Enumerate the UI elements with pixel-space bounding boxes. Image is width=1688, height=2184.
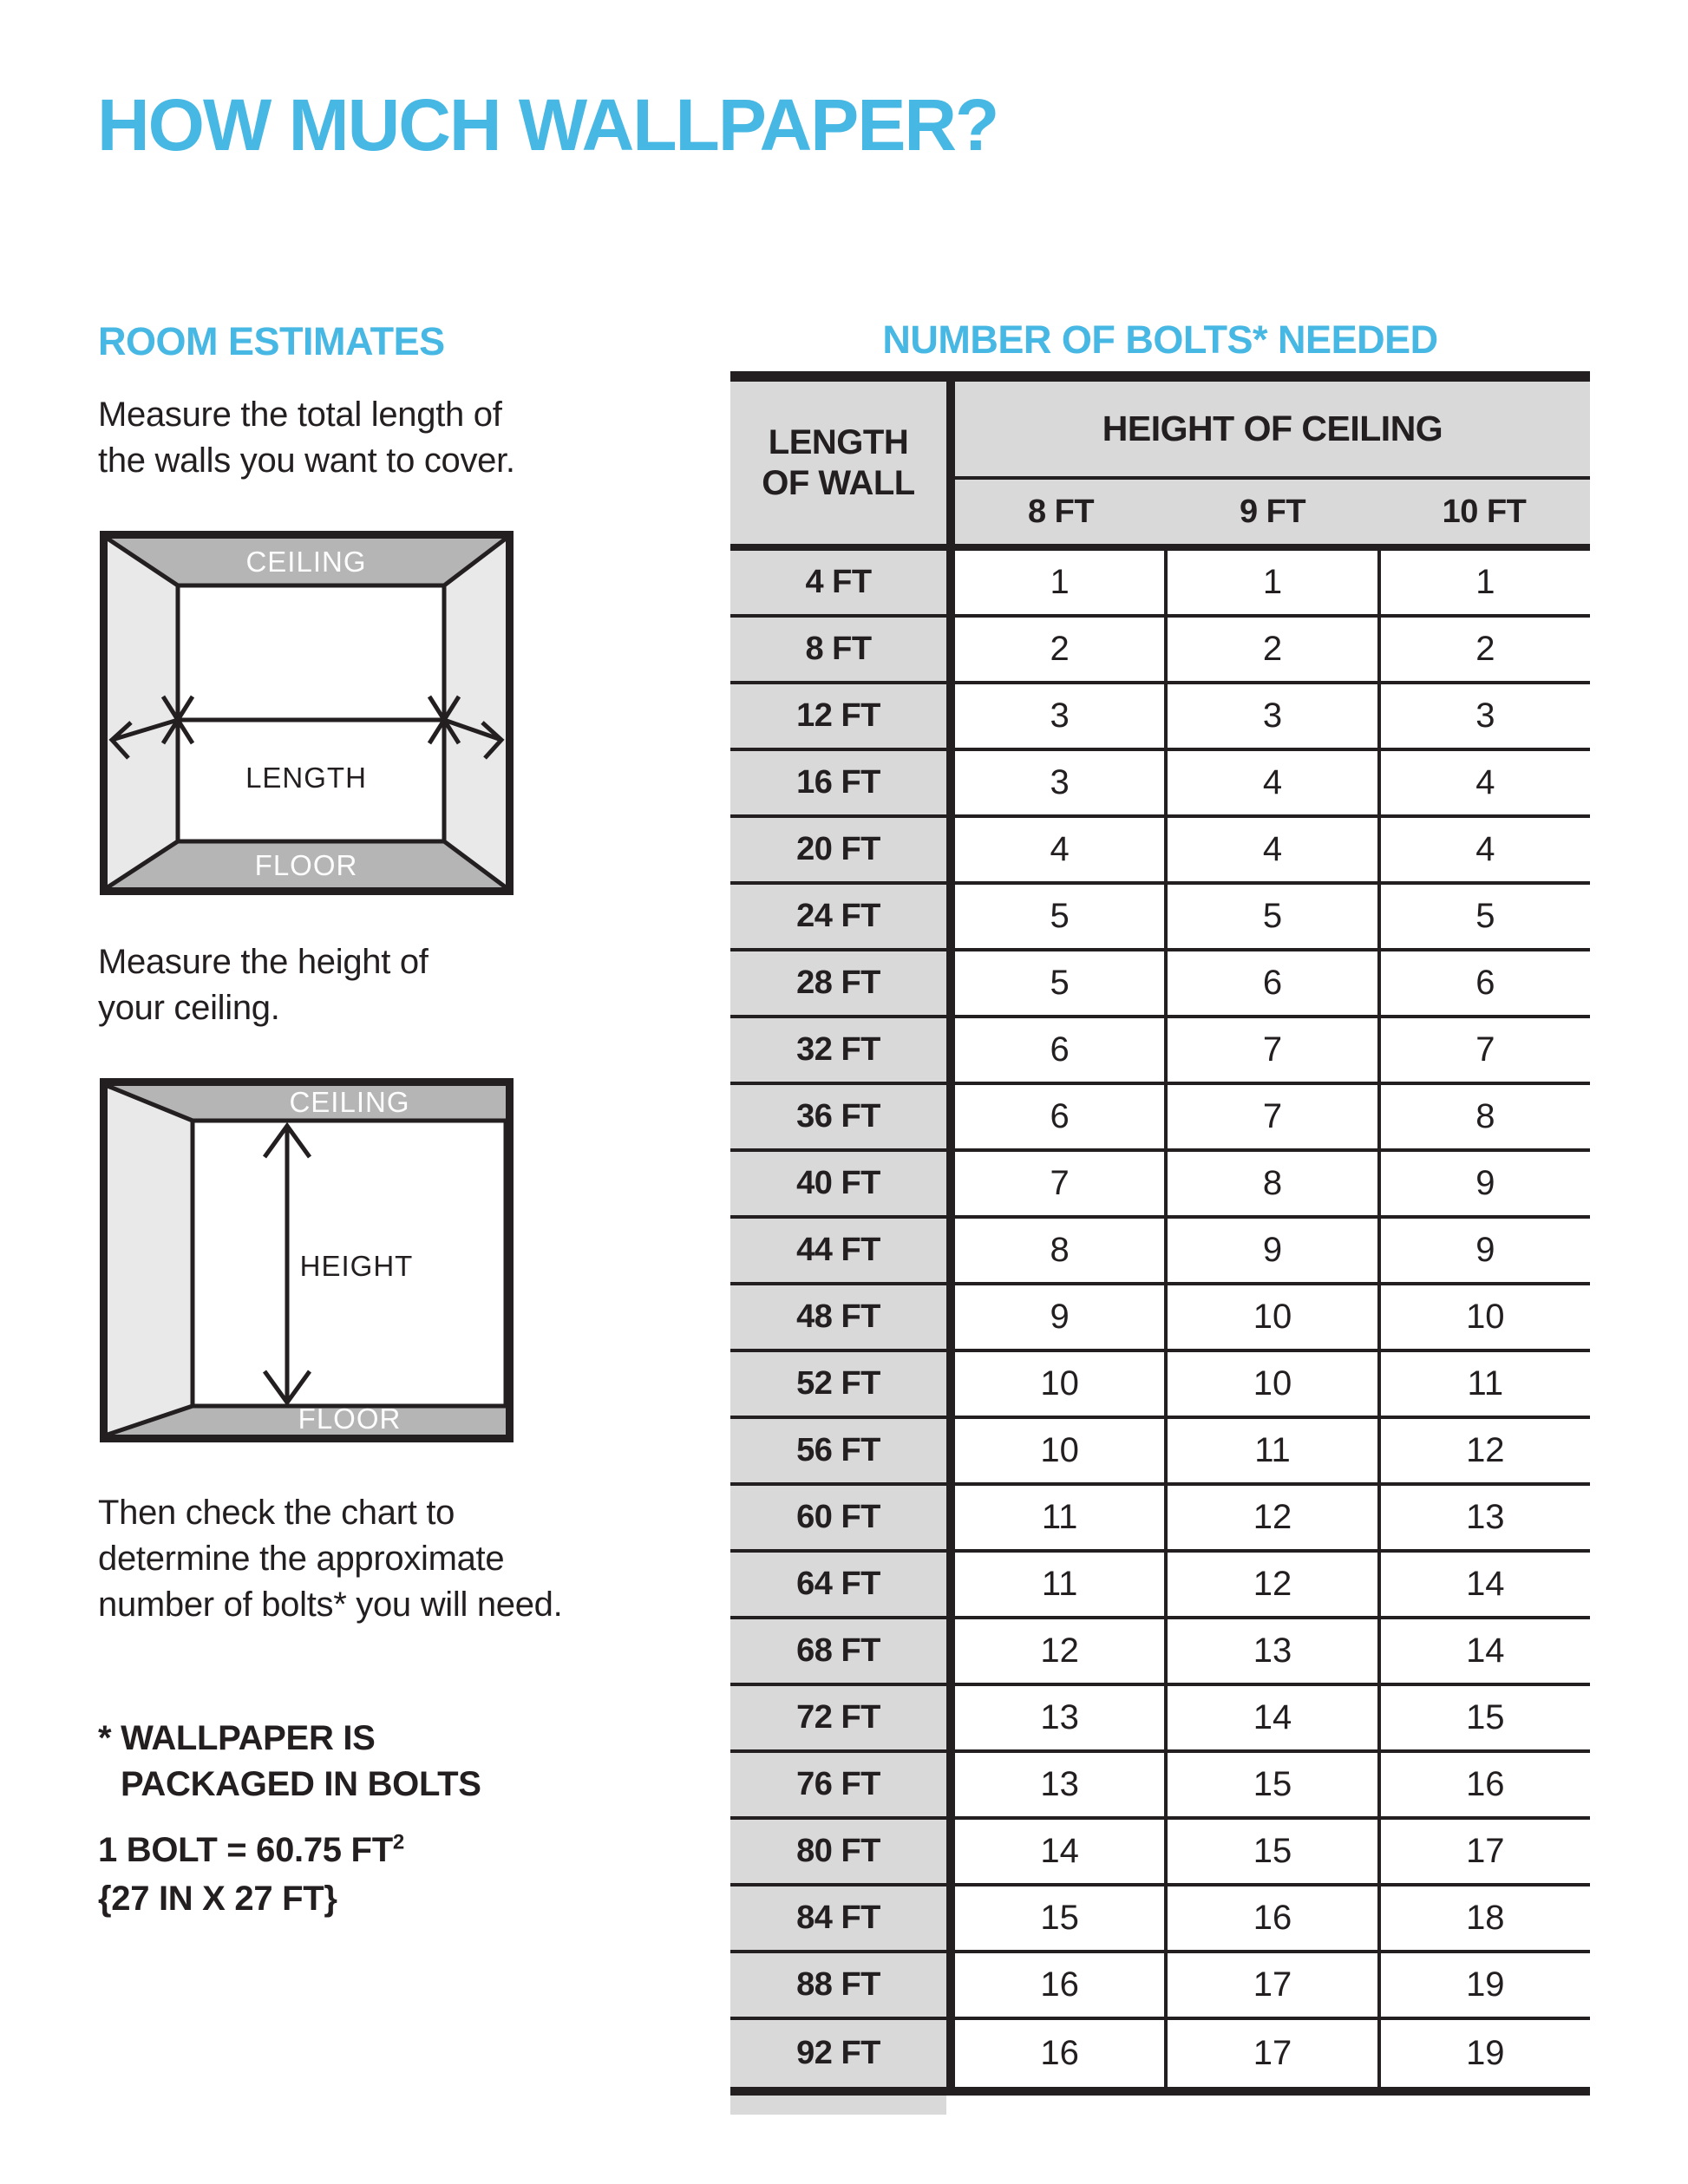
bolt-count-cell: 13 <box>955 1753 1164 1816</box>
paragraph-line: number of bolts* you will need. <box>98 1586 563 1624</box>
left-wall <box>108 1086 193 1435</box>
bolt-count-cell: 9 <box>1377 1219 1590 1282</box>
bolts-needed-heading: NUMBER OF BOLTS* NEEDED <box>882 317 1438 362</box>
wall-length-label: 44 FT <box>730 1219 946 1282</box>
column-divider <box>946 1085 955 1148</box>
table-row <box>730 951 1590 1018</box>
table-row <box>730 1886 1590 1953</box>
bolt-spec-line <box>98 1826 404 1874</box>
bolt-count-cell: 7 <box>955 1152 1164 1215</box>
footnote-line: * WALLPAPER IS <box>98 1719 376 1757</box>
bolt-count-cell: 13 <box>955 1686 1164 1749</box>
right-wall <box>444 539 506 887</box>
bolt-count-cell: 10 <box>1164 1285 1377 1349</box>
bolt-count-cell: 16 <box>1164 1886 1377 1950</box>
column-divider <box>946 1619 955 1683</box>
wall-length-label: 68 FT <box>730 1619 946 1683</box>
wall-length-label: 20 FT <box>730 818 946 881</box>
wall-length-label: 76 FT <box>730 1753 946 1816</box>
bolt-count-cell: 9 <box>1377 1152 1590 1215</box>
column-divider <box>946 2020 955 2087</box>
column-divider <box>946 1953 955 2017</box>
bolt-count-cell: 10 <box>955 1352 1164 1416</box>
table-row <box>730 1018 1590 1085</box>
ceiling-height-subheader-row <box>955 480 1590 544</box>
bolt-count-cell: 5 <box>1164 885 1377 948</box>
wall-length-label: 60 FT <box>730 1486 946 1549</box>
bolt-count-cell: 18 <box>1377 1886 1590 1950</box>
room-length-diagram-svg <box>100 531 514 895</box>
column-divider <box>946 382 955 544</box>
bolt-count-cell: 19 <box>1377 1953 1590 2017</box>
table-row <box>730 1753 1590 1820</box>
table-row <box>730 1419 1590 1486</box>
bolt-count-cell: 12 <box>1164 1486 1377 1549</box>
bolt-count-cell: 17 <box>1164 1953 1377 2017</box>
floor-label: FLOOR <box>298 1403 402 1435</box>
bolt-count-cell: 15 <box>1164 1820 1377 1883</box>
table-row <box>730 551 1590 618</box>
column-divider <box>946 684 955 748</box>
bolt-count-cell: 5 <box>1377 885 1590 948</box>
column-divider <box>946 1219 955 1282</box>
bolt-count-cell: 11 <box>1377 1352 1590 1416</box>
room-estimates-heading: ROOM ESTIMATES <box>98 319 445 363</box>
bolt-count-cell: 14 <box>1377 1553 1590 1616</box>
column-divider <box>946 1018 955 1082</box>
bolt-count-cell: 1 <box>1377 551 1590 614</box>
wall-length-label: 12 FT <box>730 684 946 748</box>
bolt-count-cell: 4 <box>1377 818 1590 881</box>
paragraph-line: the walls you want to cover. <box>98 441 515 480</box>
wall-length-label: 56 FT <box>730 1419 946 1482</box>
bolt-count-cell: 3 <box>955 751 1164 814</box>
check-chart-paragraph <box>98 1490 562 1628</box>
bolt-count-cell: 11 <box>955 1486 1164 1549</box>
bolt-count-cell: 1 <box>955 551 1164 614</box>
table-row <box>730 751 1590 818</box>
label-column-stub <box>730 2096 946 2115</box>
table-header <box>730 382 1590 544</box>
column-divider <box>946 1419 955 1482</box>
header-bottom-border <box>730 544 1590 551</box>
floor-label: FLOOR <box>254 849 358 881</box>
table-row <box>730 818 1590 885</box>
bolt-count-cell: 14 <box>1164 1686 1377 1749</box>
bolt-count-cell: 10 <box>955 1419 1164 1482</box>
bolt-count-cell: 9 <box>955 1285 1164 1349</box>
table-row <box>730 1619 1590 1686</box>
column-header-10ft: 10 FT <box>1442 493 1527 530</box>
table-row <box>730 2020 1590 2087</box>
bolt-count-cell: 9 <box>1164 1219 1377 1282</box>
bolt-count-cell: 16 <box>955 2020 1164 2087</box>
column-divider <box>946 1285 955 1349</box>
table-row <box>730 618 1590 684</box>
bolt-count-cell: 10 <box>1377 1285 1590 1349</box>
bolt-count-cell: 12 <box>1377 1419 1590 1482</box>
bolt-count-cell: 6 <box>955 1085 1164 1148</box>
column-divider <box>946 951 955 1015</box>
bolt-spec-line: {27 IN X 27 FT} <box>98 1880 337 1918</box>
table-row <box>730 1085 1590 1152</box>
bolt-count-cell: 6 <box>1164 951 1377 1015</box>
bolt-count-cell: 17 <box>1377 1820 1590 1883</box>
paragraph-line: Then check the chart to <box>98 1494 455 1532</box>
left-wall <box>108 539 178 887</box>
measure-height-paragraph <box>98 939 429 1031</box>
wall-length-label: 40 FT <box>730 1152 946 1215</box>
wall-length-label: 80 FT <box>730 1820 946 1883</box>
bolts-footnote <box>98 1716 481 1808</box>
column-divider <box>946 818 955 881</box>
table-row <box>730 1152 1590 1219</box>
bolt-count-cell: 12 <box>1164 1553 1377 1616</box>
bolt-count-cell: 15 <box>1377 1686 1590 1749</box>
table-row <box>730 1486 1590 1553</box>
height-of-ceiling-header: HEIGHT OF CEILING <box>955 382 1590 476</box>
column-divider <box>946 551 955 614</box>
bolt-count-cell: 3 <box>1377 684 1590 748</box>
wall-length-label: 8 FT <box>730 618 946 681</box>
measure-length-paragraph <box>98 392 515 484</box>
bolt-count-cell: 6 <box>955 1018 1164 1082</box>
table-row <box>730 1953 1590 2020</box>
bolt-count-cell: 4 <box>1164 751 1377 814</box>
table-top-border <box>730 371 1590 382</box>
bolt-count-cell: 7 <box>1164 1018 1377 1082</box>
length-of-wall-header <box>730 382 946 544</box>
ceiling-height-header-group <box>955 382 1590 544</box>
bolt-table-body <box>730 551 1590 2087</box>
bolt-count-cell: 8 <box>1377 1085 1590 1148</box>
table-bottom-border <box>730 2087 1590 2096</box>
bolt-count-cell: 13 <box>1377 1486 1590 1549</box>
column-divider <box>946 1553 955 1616</box>
bolt-spec <box>98 1826 404 1923</box>
bolt-count-cell: 11 <box>955 1553 1164 1616</box>
table-row <box>730 1285 1590 1352</box>
table-row <box>730 1553 1590 1619</box>
column-divider <box>946 751 955 814</box>
table-row <box>730 1686 1590 1753</box>
column-divider <box>946 1486 955 1549</box>
table-row <box>730 684 1590 751</box>
bolt-count-cell: 2 <box>1377 618 1590 681</box>
length-label: LENGTH <box>245 762 367 794</box>
wall-length-label: 72 FT <box>730 1686 946 1749</box>
footnote-line: PACKAGED IN BOLTS <box>121 1765 481 1803</box>
paragraph-line: Measure the height of <box>98 943 429 981</box>
bolt-count-cell: 3 <box>955 684 1164 748</box>
ceiling-label: CEILING <box>289 1086 410 1118</box>
table-row <box>730 885 1590 951</box>
column-header-9ft: 9 FT <box>1239 493 1306 530</box>
page-title: HOW MUCH WALLPAPER? <box>97 84 998 166</box>
bolt-count-cell: 15 <box>955 1886 1164 1950</box>
bolt-count-cell: 4 <box>1164 818 1377 881</box>
column-divider <box>946 1352 955 1416</box>
table-row <box>730 1820 1590 1886</box>
bolt-count-cell: 12 <box>955 1619 1164 1683</box>
wall-length-label: 4 FT <box>730 551 946 614</box>
paragraph-line: determine the approximate <box>98 1540 505 1578</box>
column-divider <box>946 885 955 948</box>
wall-length-label: 92 FT <box>730 2020 946 2087</box>
bolt-count-cell: 14 <box>1377 1619 1590 1683</box>
column-divider <box>946 1886 955 1950</box>
wall-length-label: 64 FT <box>730 1553 946 1616</box>
bolt-count-cell: 7 <box>1164 1085 1377 1148</box>
wall-length-label: 88 FT <box>730 1953 946 2017</box>
bolt-count-cell: 14 <box>955 1820 1164 1883</box>
column-divider <box>946 1686 955 1749</box>
bolt-count-cell: 4 <box>955 818 1164 881</box>
paragraph-line: your ceiling. <box>98 989 280 1027</box>
wall-length-label: 16 FT <box>730 751 946 814</box>
bolt-count-cell: 16 <box>955 1953 1164 2017</box>
bolt-count-cell: 13 <box>1164 1619 1377 1683</box>
bolt-equation-superscript: 2 <box>392 1830 404 1854</box>
ceiling-label: CEILING <box>245 546 367 578</box>
bolt-count-cell: 11 <box>1164 1419 1377 1482</box>
room-length-diagram <box>100 531 514 895</box>
height-label: HEIGHT <box>299 1250 414 1282</box>
bolt-count-cell: 17 <box>1164 2020 1377 2087</box>
bolt-count-cell: 7 <box>1377 1018 1590 1082</box>
bolt-count-cell: 16 <box>1377 1753 1590 1816</box>
wall-length-label: 48 FT <box>730 1285 946 1349</box>
column-divider <box>946 1820 955 1883</box>
table-row <box>730 1352 1590 1419</box>
wall-length-label: 32 FT <box>730 1018 946 1082</box>
wall-length-label: 84 FT <box>730 1886 946 1950</box>
wall-length-label: 28 FT <box>730 951 946 1015</box>
column-header-8ft: 8 FT <box>1027 493 1095 530</box>
back-wall <box>178 585 444 841</box>
bolt-count-cell: 6 <box>1377 951 1590 1015</box>
column-divider <box>946 618 955 681</box>
paragraph-line: Measure the total length of <box>98 396 502 434</box>
bolt-equation: 1 BOLT = 60.75 FT <box>98 1831 393 1869</box>
column-divider <box>946 1753 955 1816</box>
bolt-count-cell: 5 <box>955 951 1164 1015</box>
column-divider <box>946 1152 955 1215</box>
bolt-count-cell: 8 <box>1164 1152 1377 1215</box>
bolt-count-cell: 10 <box>1164 1352 1377 1416</box>
wall-length-label: 36 FT <box>730 1085 946 1148</box>
room-height-diagram <box>100 1078 514 1442</box>
bolt-count-cell: 2 <box>1164 618 1377 681</box>
bolt-count-cell: 8 <box>955 1219 1164 1282</box>
bolts-table <box>730 371 1590 2115</box>
bolt-count-cell: 15 <box>1164 1753 1377 1816</box>
header-line: OF WALL <box>762 463 915 502</box>
bolt-count-cell: 3 <box>1164 684 1377 748</box>
header-line: LENGTH <box>768 422 909 461</box>
table-row <box>730 1219 1590 1285</box>
wall-length-label: 52 FT <box>730 1352 946 1416</box>
wall-length-label: 24 FT <box>730 885 946 948</box>
room-height-diagram-svg <box>100 1078 514 1442</box>
bolt-count-cell: 4 <box>1377 751 1590 814</box>
bolt-count-cell: 5 <box>955 885 1164 948</box>
bolt-count-cell: 19 <box>1377 2020 1590 2087</box>
bolt-count-cell: 2 <box>955 618 1164 681</box>
bolt-count-cell: 1 <box>1164 551 1377 614</box>
